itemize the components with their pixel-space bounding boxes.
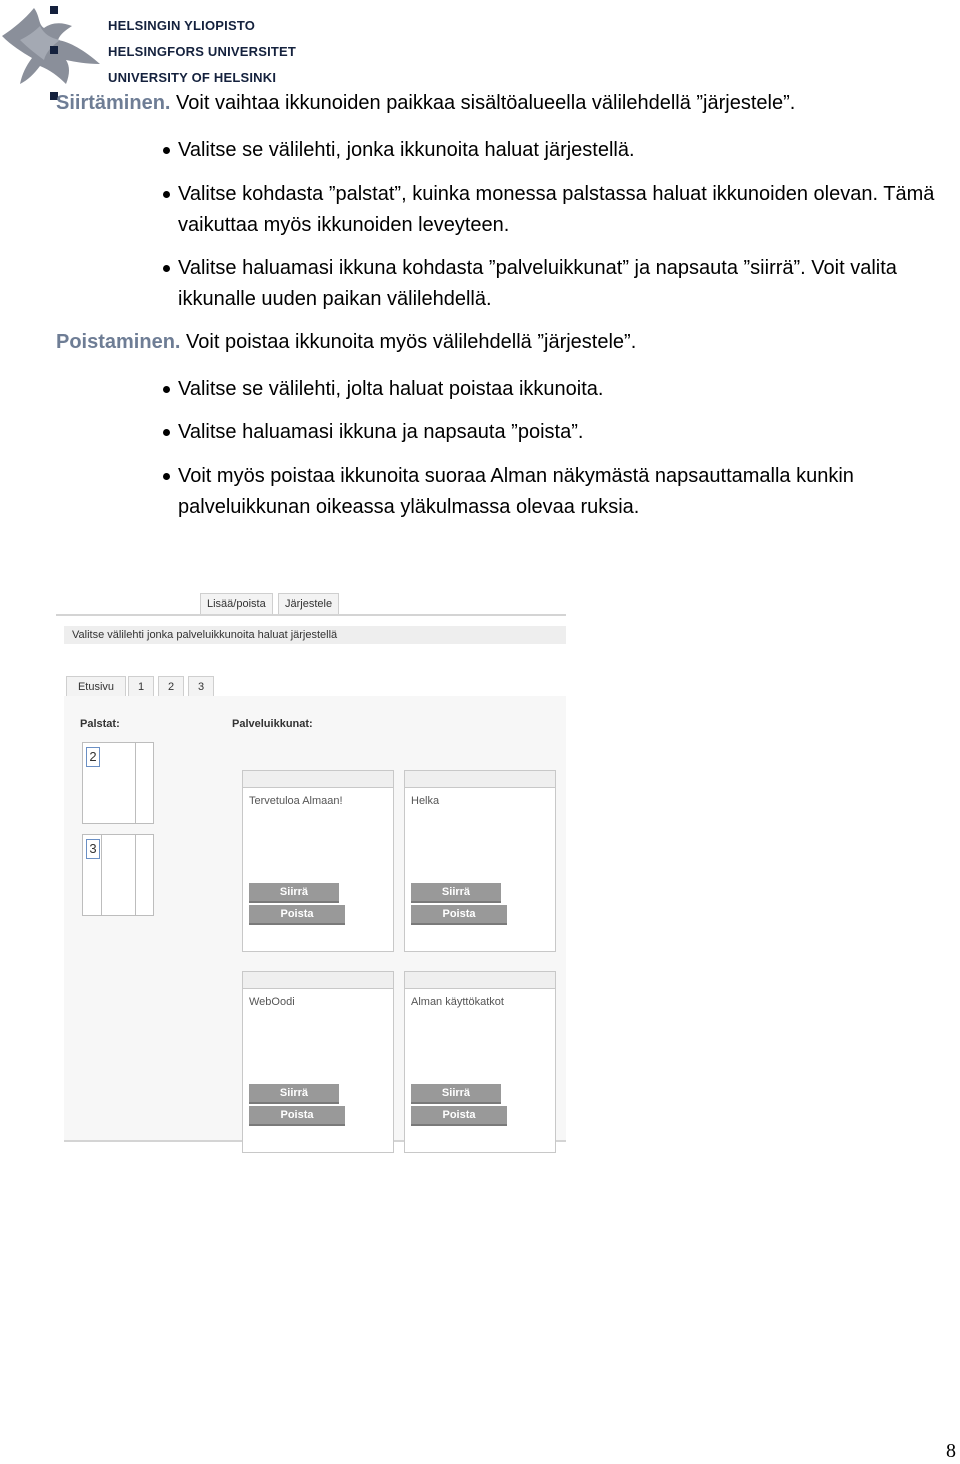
move-button[interactable]: Siirrä — [249, 883, 339, 903]
move-button[interactable]: Siirrä — [411, 883, 501, 903]
bullet-item: Valitse haluamasi ikkuna kohdasta ”palveluikkunat” ja napsauta ”siirrä”. Voit valita ikkunalle uuden paikan välilehdellä. — [178, 253, 953, 315]
move-button[interactable]: Siirrä — [249, 1084, 339, 1104]
window-title: WebOodi — [249, 996, 295, 1008]
logo-square — [50, 6, 58, 14]
tab-arrange[interactable]: Järjestele — [278, 593, 339, 614]
arrange-panel — [64, 696, 566, 1142]
service-window — [404, 971, 556, 1153]
section-removing-text: Voit poistaa ikkunoita myös välilehdellä ”järjestele”. — [180, 331, 637, 353]
column-option-3[interactable] — [82, 834, 154, 916]
window-title: Helka — [411, 795, 440, 807]
delete-button[interactable]: Poista — [249, 1106, 345, 1126]
window-title: Tervetuloa Almaan! — [249, 795, 343, 807]
service-window — [242, 971, 394, 1153]
service-window — [404, 770, 556, 952]
section-removing-lead: Poistaminen. — [56, 331, 181, 353]
logo-text — [108, 16, 296, 94]
instruction-bar: Valitse välilehti jonka palveluikkunoita haluat järjestellä — [64, 626, 566, 644]
subtab-etusivu[interactable]: Etusivu — [66, 676, 126, 697]
column-option-2[interactable] — [82, 742, 154, 824]
subtab-1[interactable]: 1 — [128, 676, 154, 697]
main-tab-bar — [56, 588, 566, 616]
tab-add-remove[interactable]: Lisää/poista — [200, 593, 273, 614]
section-removing — [56, 327, 636, 357]
bullet-item: Voit myös poistaa ikkunoita suoraa Alman näkymästä napsauttamalla kunkin palveluikkunan oikeassa yläkulmassa olevaa ruksia. — [178, 461, 953, 523]
column-count: 2 — [86, 747, 100, 767]
logo-line-fi: HELSINGIN YLIOPISTO — [108, 18, 256, 33]
page-number: 8 — [946, 1440, 956, 1462]
window-header — [243, 972, 393, 989]
logo-line-en: UNIVERSITY OF HELSINKI — [108, 70, 277, 85]
logo-square — [50, 46, 58, 54]
bullet-item: Valitse se välilehti, jonka ikkunoita haluat järjestellä. — [178, 135, 953, 166]
service-window — [242, 770, 394, 952]
subtab-2[interactable]: 2 — [158, 676, 184, 697]
window-header — [405, 771, 555, 788]
windows-label: Palveluikkunat: — [232, 718, 313, 730]
window-header — [243, 771, 393, 788]
column-count: 3 — [86, 839, 100, 859]
bullet-item: Valitse se välilehti, jolta haluat poistaa ikkunoita. — [178, 374, 953, 405]
move-button[interactable]: Siirrä — [411, 1084, 501, 1104]
subtab-3[interactable]: 3 — [188, 676, 214, 697]
university-logo — [0, 0, 300, 96]
window-title: Alman käyttökatkot — [411, 996, 504, 1008]
columns-label: Palstat: — [80, 718, 120, 730]
window-header — [405, 972, 555, 989]
section-moving — [56, 88, 795, 118]
logo-line-sv: HELSINGFORS UNIVERSITET — [108, 44, 297, 59]
arrange-view-screenshot — [56, 580, 566, 1140]
section-moving-lead: Siirtäminen. — [56, 92, 171, 114]
bullet-item: Valitse haluamasi ikkuna ja napsauta ”poista”. — [178, 417, 953, 448]
delete-button[interactable]: Poista — [249, 905, 345, 925]
bullet-item: Valitse kohdasta ”palstat”, kuinka monessa palstassa haluat ikkunoiden olevan. Tämä vaikuttaa myös ikkunoiden leveyteen. — [178, 179, 953, 241]
delete-button[interactable]: Poista — [411, 905, 507, 925]
section-moving-text: Voit vaihtaa ikkunoiden paikkaa sisältöalueella välilehdellä ”järjestele”. — [170, 92, 796, 114]
delete-button[interactable]: Poista — [411, 1106, 507, 1126]
page-tab-bar — [64, 674, 229, 698]
